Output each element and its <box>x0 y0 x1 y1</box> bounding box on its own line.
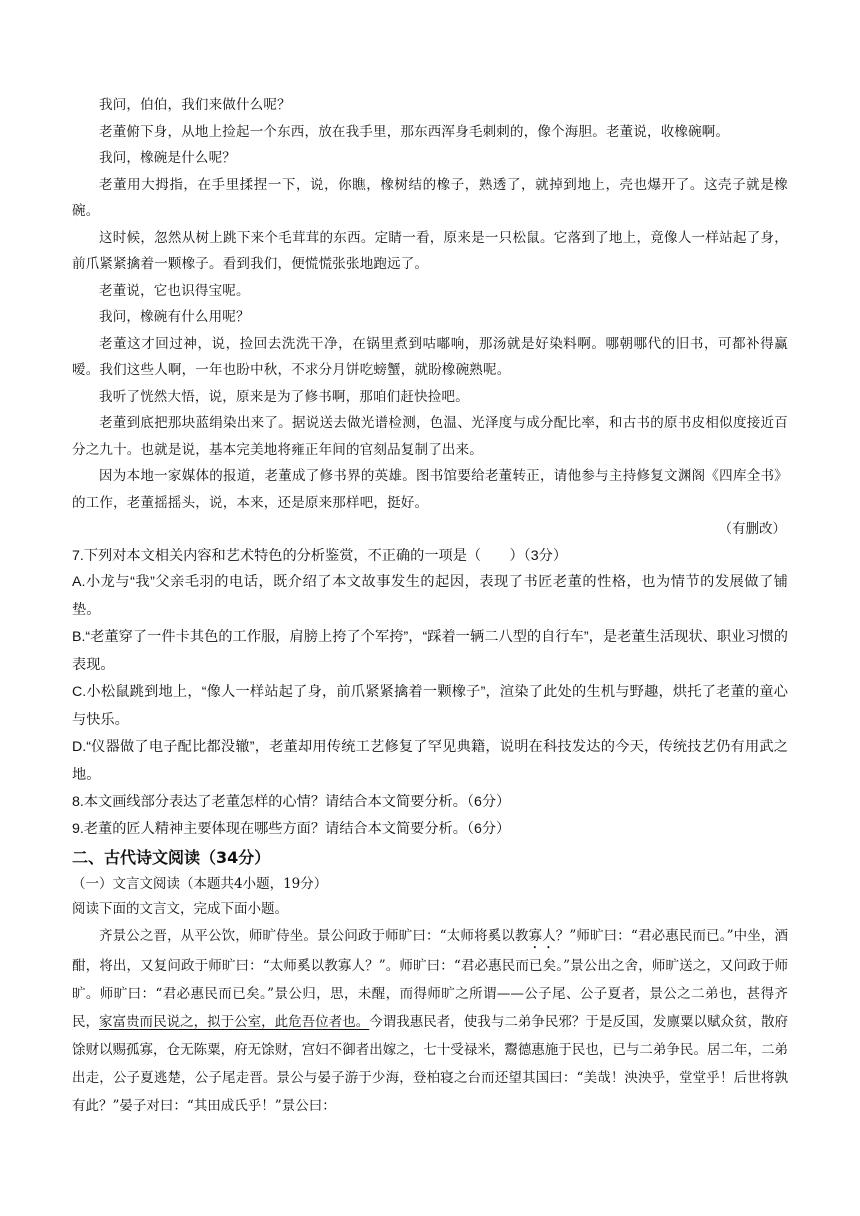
option-d: D.“仪器做了电子配比都没辙”，老董却用传统工艺修复了罕见典籍，说明在科技发达的今天，传统技艺仍有用武之地。 <box>72 739 788 783</box>
question-9: 9.老董的匠人精神主要体现在哪些方面？请结合本文简要分析。（6分） <box>72 820 511 837</box>
story-paragraph: 老董用大拇指，在手里揉捏一下，说，你瞧，橡树结的橡子，熟透了，就掉到地上，壳也爆开了。这壳子就是橡碗。 <box>72 176 788 219</box>
classical-text <box>72 922 788 1120</box>
story-paragraph: 因为本地一家媒体的报道，老董成了修书界的英雄。图书馆要给老董转正，请他参与主持修复文渊阁《四库全书》的工作，老董摇摇头，说，本来，还是原来那样吧，挺好。 <box>72 468 788 511</box>
question-8: 8.本文画线部分表达了老董怎样的心情？请结合本文简要分析。（6分） <box>72 794 511 810</box>
story-paragraph: 老董说，它也识得宝呢。 <box>99 282 250 299</box>
emphasis-dotted-text: 寡人 <box>528 928 556 944</box>
section-title: 二、古代诗文阅读（34分） <box>72 848 271 867</box>
classical-text-part: 今谓我惠民者，使我与二弟争民邪？于是反国，发廪粟以赋众贫，散府馀财以赐孤寡，仓无陈粟，府无馀财，宫妇不御者出嫁之，七十受禄米，鬻德惠施于民也，已与二弟争民。居二年，二弟出走，公子夏逃楚，公子尾走晋。景公与晏子游于少海，登柏寝之台而还望其国曰：“美哉！泱泱乎，堂堂乎！后世将孰有此？”晏子对曰：“其田成氏乎！”景公曰： <box>72 1014 789 1114</box>
option-b: B.“老董穿了一件卡其色的工作服，肩膀上挎了个军挎”，“踩着一辆二八型的自行车”，是老董生活现状、职业习惯的表现。 <box>72 629 788 673</box>
option-c: C.小松鼠跳到地上，“像人一样站起了身，前爪紧紧擒着一颗橡子”，渲染了此处的生机与野趣，烘托了老董的童心与快乐。 <box>72 684 788 728</box>
story-passage <box>72 92 788 543</box>
story-paragraph: 老董到底把那块蓝绢染出来了。据说送去做光谱检测，色温、光泽度与成分配比率，和古书的原书皮相似度接近百分之九十。也就是说，基本完美地将雍正年间的官刻品复制了出来。 <box>72 415 788 458</box>
story-paragraph: 我问，橡碗是什么呢？ <box>99 150 236 166</box>
source-note: （有删改） <box>718 521 786 537</box>
reading-instruction: 阅读下面的文言文，完成下面小题。 <box>72 901 288 917</box>
story-paragraph: 这时候，忽然从树上跳下来个毛茸茸的东西。定睛一看，原来是一只松鼠。它落到了地上，竟像人一样站起了身，前爪紧紧擒着一颗橡子。看到我们，便慌慌张张地跑远了。 <box>72 229 788 272</box>
section-subtitle: （一）文言文阅读（本题共4小题，19分） <box>72 876 328 892</box>
story-paragraph: 我问，伯伯，我们来做什么呢？ <box>99 97 291 113</box>
story-paragraph: 我问，橡碗有什么用呢？ <box>99 309 250 325</box>
classical-text-part: ？”师旷曰：“君必惠民而已。”中坐，酒酣，将出，又复问政于师旷曰：“太师奚以教寡人？”。师旷曰：“君必惠民而已矣。”景公出之舍，师旷送之，又问政于师旷。师旷曰：“君必惠民而已矣。”景公归，思，未醒，而得师旷之所谓——公子尾、公子夏者，景公之二弟也，甚得齐民， <box>72 928 788 1030</box>
underlined-sentence: 家富贵而民说之，拟于公室，此危吾位者也。 <box>99 1014 370 1030</box>
section-classical <box>72 844 788 1120</box>
question-7: 7.下列对本文相关内容和艺术特色的分析鉴赏，不正确的一项是（ ）（3分） <box>72 547 568 564</box>
option-a: A.小龙与“我”父亲毛羽的电话，既介绍了本文故事发生的起因，表现了书匠老董的性格，也为情节的发展做了铺垫。 <box>72 574 788 618</box>
story-paragraph: 老董这才回过神，说，捡回去洗洗干净，在锅里煮到咕嘟响，那汤就是好染料啊。哪朝哪代的旧书，可都补得赢嗳。我们这些人啊，一年也盼中秋，不求分月饼吃螃蟹，就盼橡碗熟呢。 <box>72 335 788 378</box>
classical-text-part: 齐景公之晋，从平公饮，师旷侍坐。景公问政于师旷曰：“太师将奚以教 <box>99 928 529 944</box>
question-block <box>72 543 788 843</box>
document-page <box>72 92 788 1120</box>
story-paragraph: 我听了恍然大悟，说，原来是为了修书啊，那咱们赶快捡吧。 <box>99 388 469 405</box>
story-paragraph: 老董俯下身，从地上捡起一个东西，放在我手里，那东西浑身毛刺刺的，像个海胆。老董说，收橡碗啊。 <box>99 123 730 140</box>
